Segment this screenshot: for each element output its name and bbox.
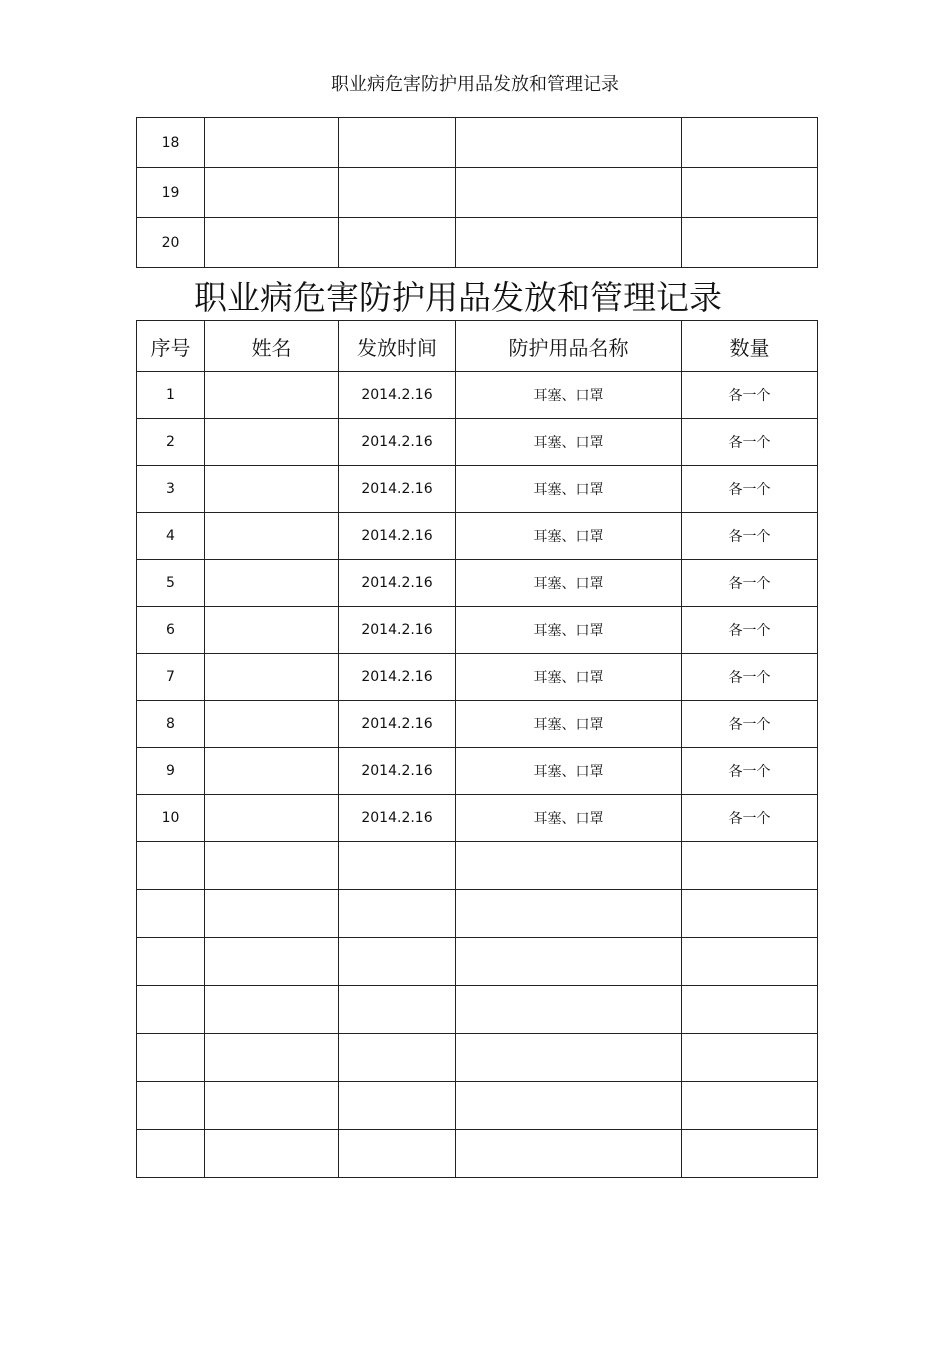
- cell-item: [456, 1082, 682, 1130]
- cell-item: 耳塞、口罩: [456, 795, 682, 842]
- cell-index: 6: [137, 607, 205, 654]
- cell-item: 耳塞、口罩: [456, 419, 682, 466]
- cell-index: 8: [137, 701, 205, 748]
- cell-quantity: [682, 938, 818, 986]
- cell-date: [339, 218, 456, 268]
- table-row: [137, 419, 818, 466]
- table-row: [137, 118, 818, 168]
- cell-name: [205, 938, 339, 986]
- cell-name: [205, 372, 339, 419]
- cell-date: 2014.2.16: [339, 513, 456, 560]
- cell-quantity: 各一个: [682, 795, 818, 842]
- record-table: [136, 320, 818, 1178]
- cell-quantity: [682, 1034, 818, 1082]
- cell-date: 2014.2.16: [339, 654, 456, 701]
- cell-quantity: [682, 842, 818, 890]
- cell-index: 19: [137, 168, 205, 218]
- header-row: [137, 321, 818, 372]
- table-row: [137, 466, 818, 513]
- table-row: [137, 1130, 818, 1178]
- table-row: [137, 1082, 818, 1130]
- cell-date: 2014.2.16: [339, 372, 456, 419]
- cell-date: 2014.2.16: [339, 419, 456, 466]
- cell-index: 7: [137, 654, 205, 701]
- cell-item: [456, 890, 682, 938]
- table-row: [137, 513, 818, 560]
- cell-index: 20: [137, 218, 205, 268]
- cell-date: [339, 168, 456, 218]
- table-row: [137, 986, 818, 1034]
- cell-quantity: [682, 890, 818, 938]
- column-header-quantity: 数量: [682, 321, 818, 372]
- cell-index: [137, 1082, 205, 1130]
- cell-name: [205, 1082, 339, 1130]
- cell-name: [205, 607, 339, 654]
- cell-name: [205, 168, 339, 218]
- table-row: [137, 701, 818, 748]
- cell-name: [205, 795, 339, 842]
- table-row: [137, 372, 818, 419]
- cell-index: [137, 1034, 205, 1082]
- cell-date: 2014.2.16: [339, 560, 456, 607]
- cell-item: [456, 938, 682, 986]
- cell-name: [205, 986, 339, 1034]
- cell-quantity: 各一个: [682, 372, 818, 419]
- table-row: [137, 607, 818, 654]
- table-row: [137, 748, 818, 795]
- table-row: [137, 842, 818, 890]
- cell-index: [137, 938, 205, 986]
- cell-index: 4: [137, 513, 205, 560]
- cell-quantity: 各一个: [682, 466, 818, 513]
- cell-index: 2: [137, 419, 205, 466]
- cell-item: 耳塞、口罩: [456, 701, 682, 748]
- cell-item: [456, 1034, 682, 1082]
- cell-name: [205, 118, 339, 168]
- continuation-table: [136, 117, 818, 268]
- cell-item: [456, 168, 682, 218]
- cell-name: [205, 1130, 339, 1178]
- cell-date: 2014.2.16: [339, 466, 456, 513]
- cell-index: 1: [137, 372, 205, 419]
- cell-index: [137, 890, 205, 938]
- table-row: [137, 560, 818, 607]
- table-row: [137, 938, 818, 986]
- cell-name: [205, 419, 339, 466]
- column-header-date: 发放时间: [339, 321, 456, 372]
- column-header-index: 序号: [137, 321, 205, 372]
- cell-index: 10: [137, 795, 205, 842]
- cell-index: [137, 842, 205, 890]
- cell-quantity: [682, 218, 818, 268]
- cell-item: 耳塞、口罩: [456, 607, 682, 654]
- cell-date: [339, 1034, 456, 1082]
- cell-quantity: 各一个: [682, 654, 818, 701]
- cell-item: [456, 1130, 682, 1178]
- cell-item: [456, 986, 682, 1034]
- cell-quantity: [682, 118, 818, 168]
- table-row: [137, 218, 818, 268]
- cell-index: 18: [137, 118, 205, 168]
- cell-quantity: 各一个: [682, 748, 818, 795]
- cell-quantity: [682, 1082, 818, 1130]
- document-title: 职业病危害防护用品发放和管理记录: [194, 278, 722, 317]
- cell-date: [339, 890, 456, 938]
- table-row: [137, 795, 818, 842]
- cell-quantity: [682, 986, 818, 1034]
- cell-quantity: 各一个: [682, 419, 818, 466]
- cell-date: 2014.2.16: [339, 701, 456, 748]
- table-row: [137, 890, 818, 938]
- cell-date: [339, 1082, 456, 1130]
- cell-name: [205, 748, 339, 795]
- cell-quantity: 各一个: [682, 513, 818, 560]
- cell-name: [205, 890, 339, 938]
- cell-item: 耳塞、口罩: [456, 560, 682, 607]
- cell-quantity: [682, 1130, 818, 1178]
- cell-item: [456, 842, 682, 890]
- cell-name: [205, 218, 339, 268]
- cell-item: 耳塞、口罩: [456, 513, 682, 560]
- cell-quantity: 各一个: [682, 701, 818, 748]
- cell-index: 3: [137, 466, 205, 513]
- cell-name: [205, 466, 339, 513]
- cell-name: [205, 654, 339, 701]
- cell-quantity: 各一个: [682, 607, 818, 654]
- cell-date: 2014.2.16: [339, 748, 456, 795]
- column-header-name: 姓名: [205, 321, 339, 372]
- cell-index: 9: [137, 748, 205, 795]
- cell-item: 耳塞、口罩: [456, 466, 682, 513]
- cell-date: [339, 1130, 456, 1178]
- cell-index: [137, 1130, 205, 1178]
- cell-name: [205, 701, 339, 748]
- page-header: 职业病危害防护用品发放和管理记录: [331, 74, 619, 95]
- table-row: [137, 654, 818, 701]
- cell-item: [456, 118, 682, 168]
- cell-name: [205, 513, 339, 560]
- cell-index: 5: [137, 560, 205, 607]
- cell-item: 耳塞、口罩: [456, 748, 682, 795]
- cell-quantity: 各一个: [682, 560, 818, 607]
- cell-quantity: [682, 168, 818, 218]
- cell-date: [339, 938, 456, 986]
- table-row: [137, 1034, 818, 1082]
- cell-index: [137, 986, 205, 1034]
- table-row: [137, 168, 818, 218]
- cell-date: 2014.2.16: [339, 607, 456, 654]
- cell-date: [339, 986, 456, 1034]
- column-header-item: 防护用品名称: [456, 321, 682, 372]
- cell-name: [205, 1034, 339, 1082]
- cell-item: [456, 218, 682, 268]
- cell-date: [339, 118, 456, 168]
- cell-name: [205, 842, 339, 890]
- cell-item: 耳塞、口罩: [456, 372, 682, 419]
- cell-item: 耳塞、口罩: [456, 654, 682, 701]
- cell-name: [205, 560, 339, 607]
- cell-date: 2014.2.16: [339, 795, 456, 842]
- cell-date: [339, 842, 456, 890]
